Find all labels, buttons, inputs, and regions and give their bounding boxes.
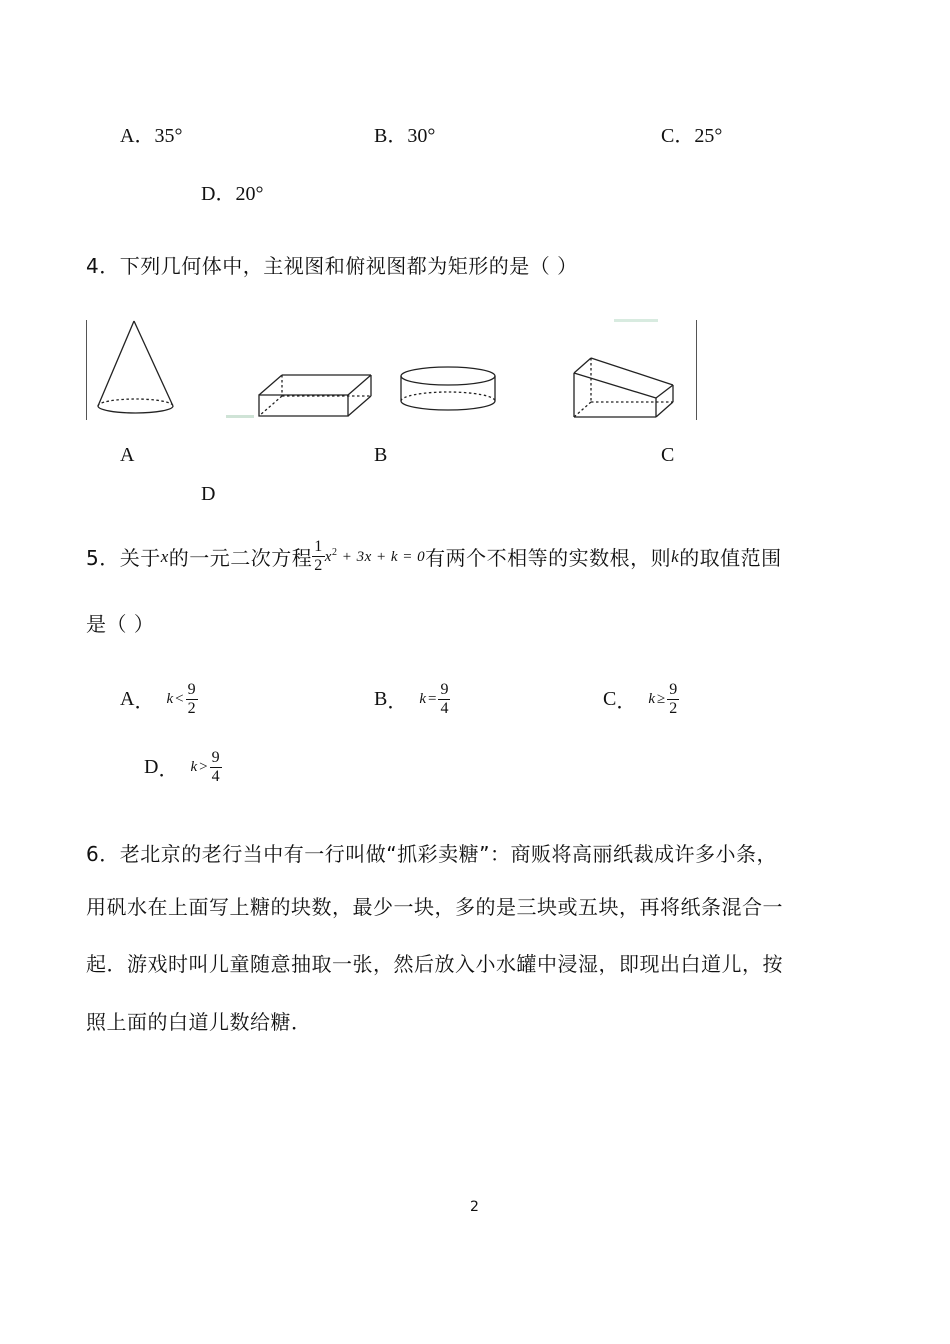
cone-solid — [98, 321, 173, 413]
q5-stem-line2: 是（ ） — [86, 612, 155, 636]
cuboid-solid — [259, 375, 371, 416]
q3-option-d: D．20° — [201, 183, 264, 205]
q5-option-a: A ． k < $\frac{9}{2}$ — [120, 681, 196, 717]
q4-label-a: A — [120, 444, 135, 466]
page-number: 2 — [470, 1199, 479, 1215]
q3-option-c: C．25° — [661, 125, 723, 147]
q3-option-b: B．30° — [374, 125, 436, 147]
q4-stem: 4．下列几何体中，主视图和俯视图都为矩形的是（ ） — [86, 254, 578, 278]
cylinder-solid — [401, 367, 495, 410]
q5-option-b: B ． k = $\frac{9}{4}$ — [374, 681, 449, 717]
q6-line-1: 6．老北京的老行当中有一行叫做“抓彩卖糖”：商贩将高丽纸裁成许多小条， — [86, 842, 777, 866]
q4-label-b: B — [374, 444, 388, 466]
q6-line-3: 起．游戏时叫儿童随意抽取一张，然后放入小水罐中浸湿，即现出白道儿，按 — [86, 952, 783, 976]
q4-solids-svg — [86, 318, 698, 422]
q5-equation: $x^2 + 3x + k = 0$ — [324, 547, 426, 565]
q5-option-d: D ． k > $\frac{9}{4}$ — [144, 749, 220, 785]
q5-eq-fraction: $\frac{1}{2}$ — [314, 538, 323, 574]
q6-line-4: 照上面的白道儿数给糖． — [86, 1010, 312, 1034]
q5-stem-line1: 5．关于 x 的一元二次方程 $\frac{1}{2}$ $x^2 + 3x + k = 0$ 有两个不相等的实数根，则 k 的取值范围 — [86, 538, 782, 574]
q4-label-c: C — [661, 444, 675, 466]
q3-option-a: A．35° — [120, 125, 183, 147]
q6-line-2: 用矾水在上面写上糖的块数，最少一块，多的是三块或五块，再将纸条混合一 — [86, 895, 783, 919]
q5-option-c: C ． k ≥ $\frac{9}{2}$ — [603, 681, 678, 717]
q4-solids-figure — [86, 318, 698, 422]
q4-label-d: D — [201, 483, 216, 505]
prism-solid — [574, 358, 673, 417]
